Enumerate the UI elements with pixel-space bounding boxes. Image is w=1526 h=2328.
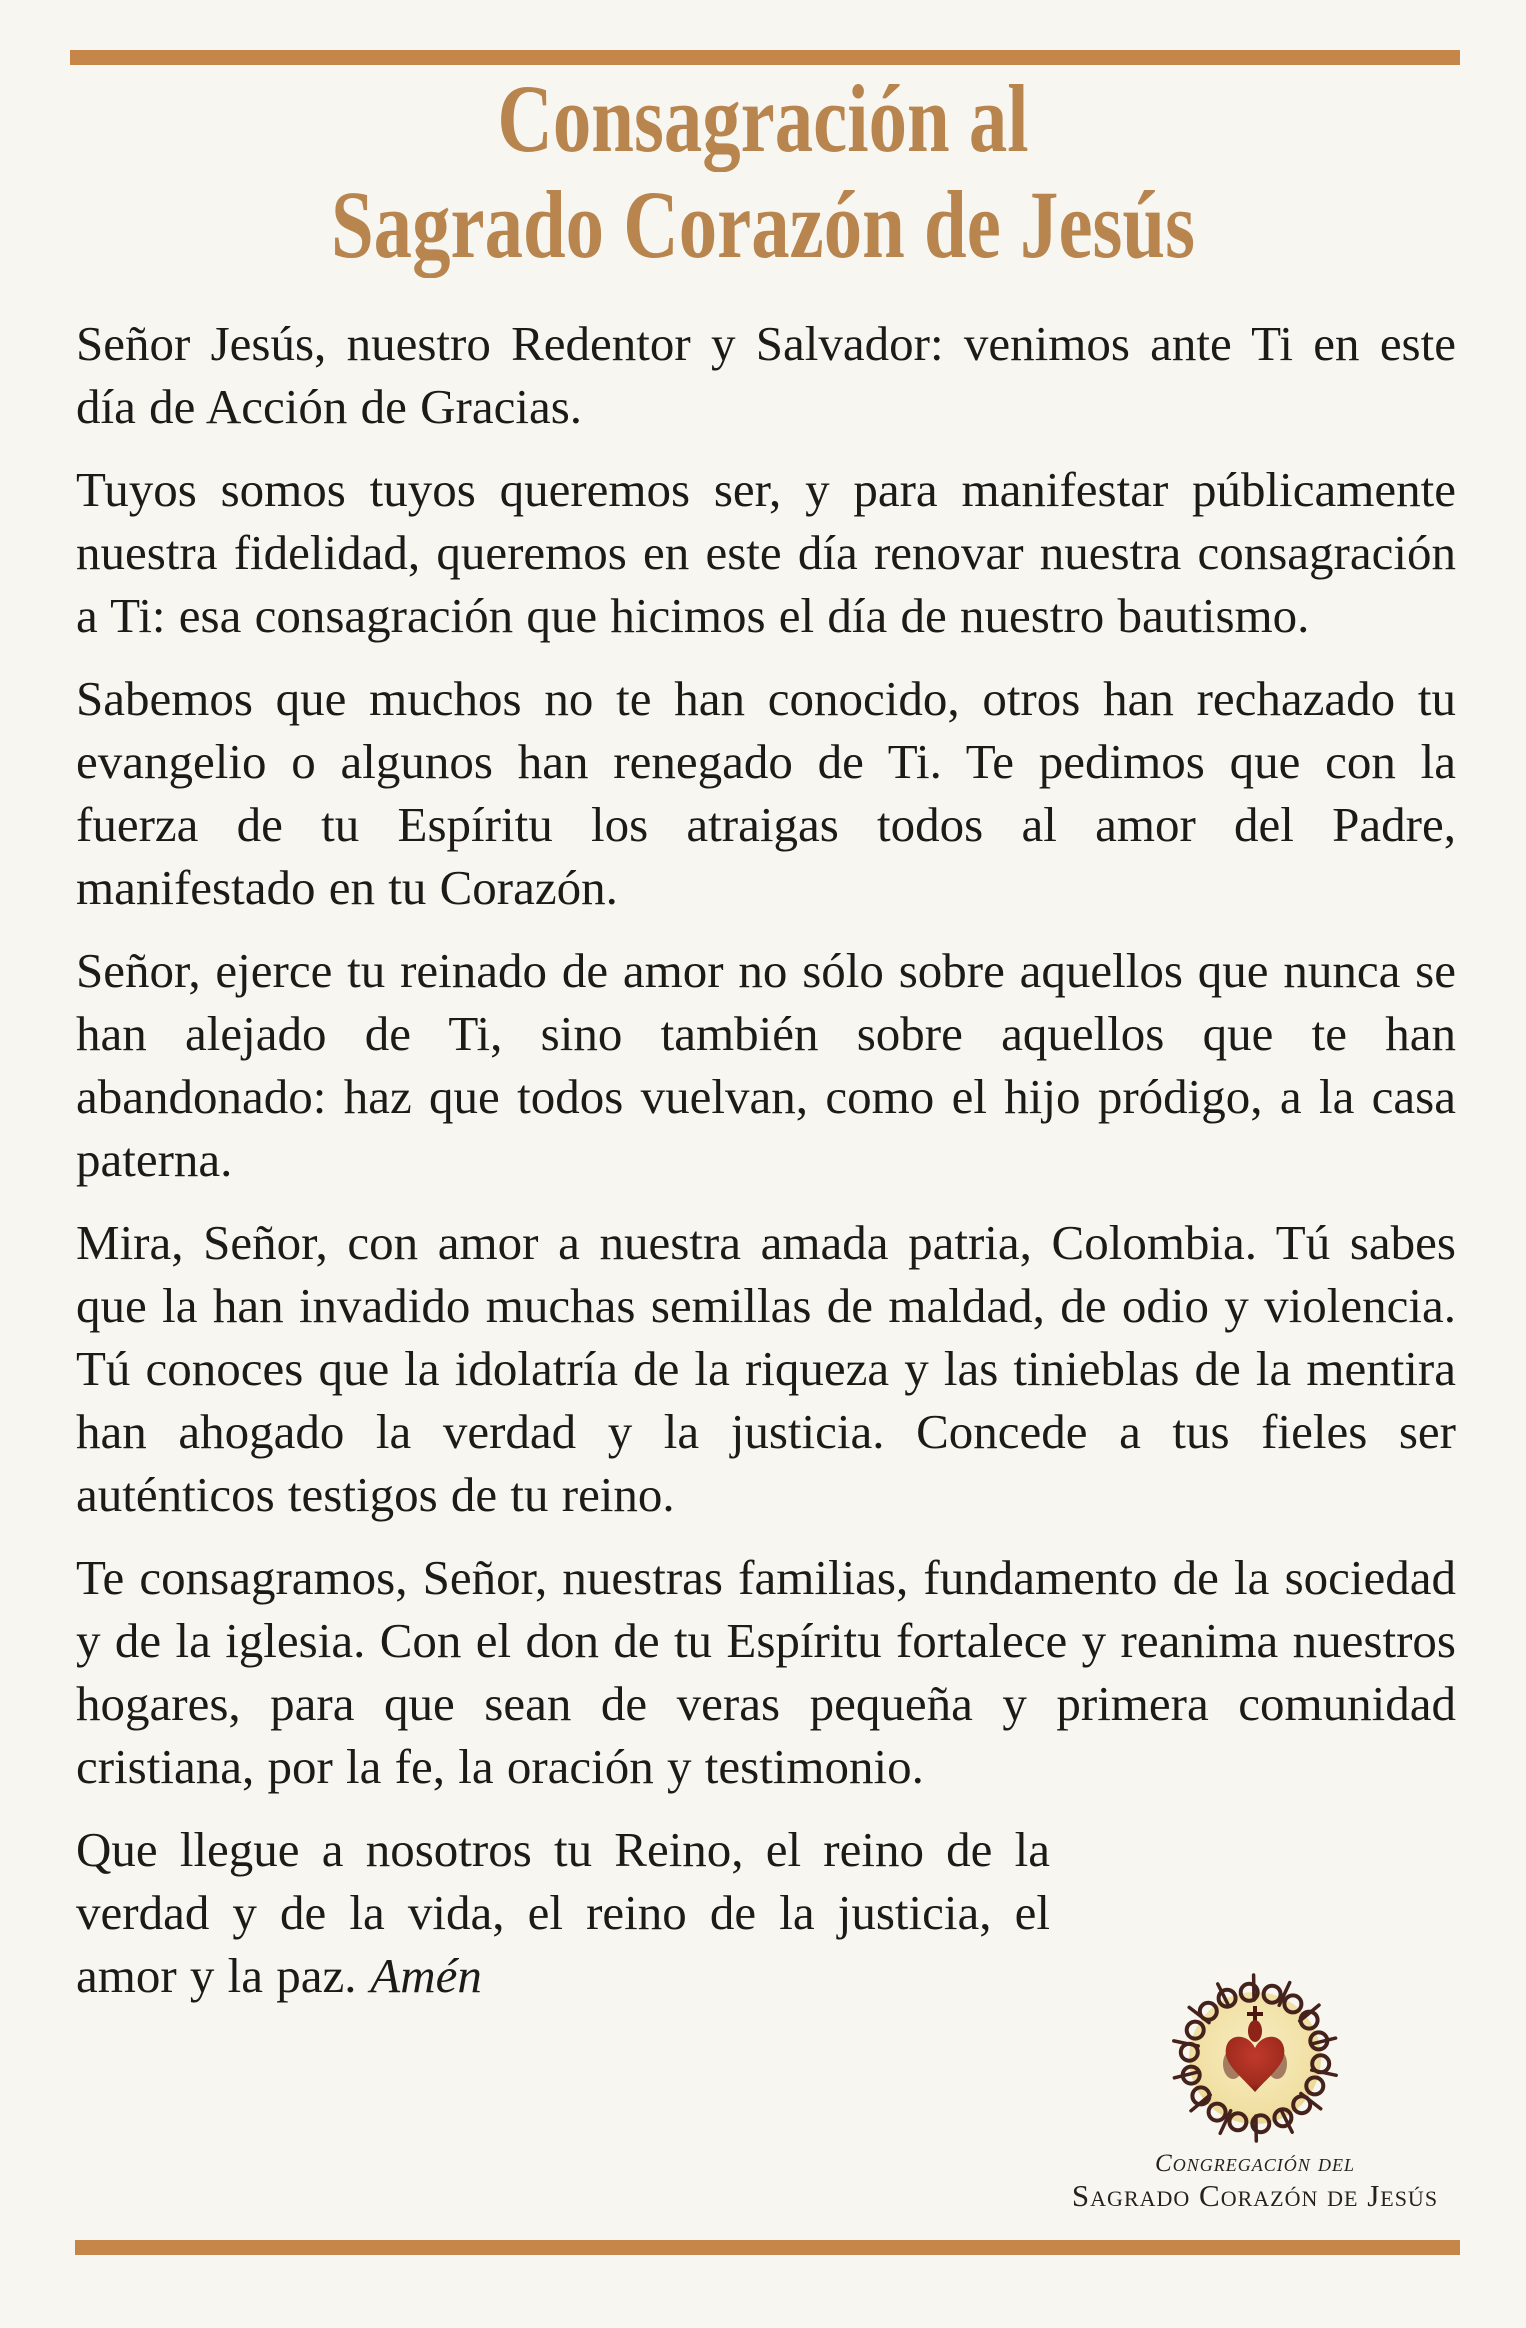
- title-line-1: Consagración al: [497, 65, 1029, 172]
- paragraph-2: Tuyos somos tuyos queremos ser, y para manifestar públicamente nuestra fidelidad, queremos en este día renovar nuestra consagración a Ti: esa consagración que hicimos el día de nuestro bautismo.: [76, 462, 1456, 643]
- paragraph-1: Señor Jesús, nuestro Redentor y Salvador: venimos ante Ti en este día de Acción de Gracias.: [76, 316, 1456, 434]
- top-rule: [70, 50, 1460, 65]
- paragraph-3: Sabemos que muchos no te han conocido, otros han rechazado tu evangelio o algunos han renegado de Ti. Te pedimos que con la fuerza de tu Espíritu los atraigas todos al amor del Padre, manifestado en tu Corazón.: [76, 671, 1456, 915]
- page-title: [0, 66, 1526, 278]
- emblem-caption-line2: Sagrado Corazón de Jesús: [1071, 2178, 1439, 2213]
- float-spacer: [1456, 312, 1457, 1872]
- paragraph-6: Te consagramos, Señor, nuestras familias, fundamento de la sociedad y de la iglesia. Con el don de tu Espíritu fortalece y reanima nuestros hogares, para que sean de veras pequeña y primera comunidad cristiana, por la fe, la oración y testimonio.: [76, 1550, 1456, 1794]
- paragraph-5: Mira, Señor, con amor a nuestra amada patria, Colombia. Tú sabes que la han invadido muchas semillas de maldad, de odio y violencia. Tú conoces que la idolatría de la riqueza y las tinieblas de la mentira han ahogado la verdad y la justicia. Concede a tus fieles ser auténticos testigos de tu reino.: [76, 1215, 1456, 1522]
- congregation-emblem: [1050, 1972, 1460, 2212]
- sacred-heart-icon: [1169, 1972, 1341, 2144]
- amen-word: Amén: [370, 1948, 482, 2003]
- emblem-caption: [1050, 2150, 1460, 2212]
- paragraph-4: Señor, ejerce tu reinado de amor no sólo sobre aquellos que nunca se han alejado de Ti, sino también sobre aquellos que te han abandonado: haz que todos vuelvan, como el hijo pródigo, a la casa paterna.: [76, 943, 1456, 1187]
- title-line-2: Sagrado Corazón de Jesús: [330, 171, 1196, 278]
- emblem-caption-line1: Congregación del: [1155, 2150, 1355, 2177]
- paragraph-7-text: Que llegue a nosotros tu Reino, el reino de la verdad y de la vida, el reino de la justicia, el amor y la paz.: [76, 1822, 1050, 2003]
- bottom-rule: [75, 2240, 1460, 2255]
